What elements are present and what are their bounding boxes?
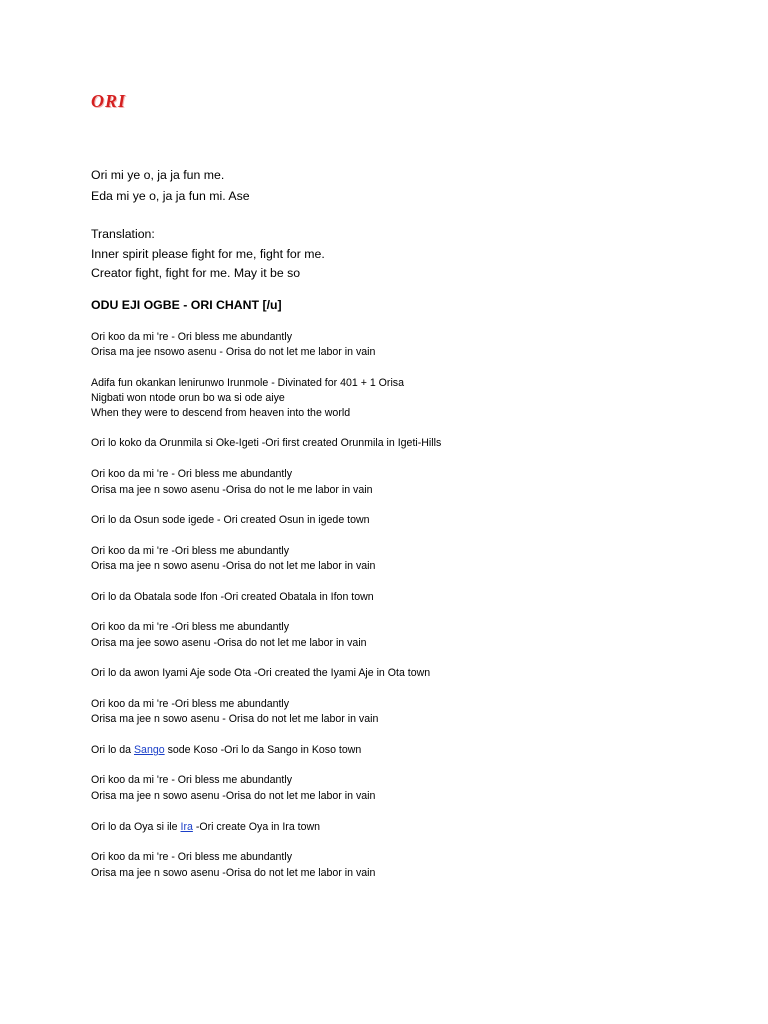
verse-text: Ori lo da — [91, 744, 134, 756]
verse-line: When they were to descend from heaven into the world — [91, 407, 351, 419]
translation-line-1: Inner spirit please fight for me, fight for me. — [91, 247, 325, 261]
verse-line: Orisa ma jee sowo asenu -Orisa do not let me labor in vain — [91, 637, 367, 649]
verse-line: Ori koo da mi 're -Ori bless me abundantly — [91, 621, 290, 633]
verse-line-sango — [91, 744, 361, 756]
verse-line: Ori koo da mi 're - Ori bless me abundantly — [91, 331, 293, 343]
verse-line: Orisa ma jee n sowo asenu -Orisa do not let me labor in vain — [91, 867, 376, 879]
verse-text: Ori lo da Oya si ile — [91, 821, 181, 833]
verse-line: Ori lo da Obatala sode Ifon -Ori created Obatala in Ifon town — [91, 591, 374, 603]
verse-line-ira — [91, 821, 320, 833]
verse-line: Ori koo da mi 're - Ori bless me abundantly — [91, 774, 293, 786]
verse-line: Adifa fun okankan lenirunwo Irunmole - Divinated for 401 + 1 Orisa — [91, 377, 404, 389]
verse-line: Orisa ma jee nsowo asenu - Orisa do not let me labor in vain — [91, 346, 376, 358]
ira-link[interactable]: Ira — [180, 821, 193, 833]
verse-line: Ori koo da mi 're -Ori bless me abundantly — [91, 698, 290, 710]
verse-line: Orisa ma jee n sowo asenu -Orisa do not let me labor in vain — [91, 560, 376, 572]
document-title: ORI — [91, 91, 127, 111]
verse-line: Ori lo da awon Iyami Aje sode Ota -Ori created the Iyami Aje in Ota town — [91, 667, 431, 679]
verse-line: Orisa ma jee n sowo asenu -Orisa do not let me labor in vain — [91, 790, 376, 802]
verse-line: Ori koo da mi 're - Ori bless me abundantly — [91, 468, 293, 480]
translation-label: Translation: — [91, 227, 155, 241]
verse-text: -Ori create Oya in Ira town — [192, 821, 321, 833]
verse-text: sode Koso -Ori lo da Sango in Koso town — [164, 744, 362, 756]
intro-line-2: Eda mi ye o, ja ja fun mi. Ase — [91, 189, 250, 203]
translation-line-2: Creator fight, fight for me. May it be so — [91, 266, 301, 280]
chant-heading: ODU EJI OGBE - ORI CHANT [/u] — [91, 298, 282, 312]
verse-line: Ori koo da mi 're -Ori bless me abundantly — [91, 545, 290, 557]
intro-line-1: Ori mi ye o, ja ja fun me. — [91, 168, 225, 182]
verse-line: Orisa ma jee n sowo asenu -Orisa do not le me labor in vain — [91, 484, 373, 496]
verse-line: Ori lo koko da Orunmila si Oke-Igeti -Ori first created Orunmila in Igeti-Hills — [91, 437, 442, 449]
verse-line: Orisa ma jee n sowo asenu - Orisa do not let me labor in vain — [91, 713, 379, 725]
sango-link[interactable]: Sango — [133, 744, 165, 756]
verse-line: Nigbati won ntode orun bo wa si ode aiye — [91, 392, 285, 404]
verse-line: Ori koo da mi 're - Ori bless me abundantly — [91, 851, 293, 863]
verse-line: Ori lo da Osun sode igede - Ori created Osun in igede town — [91, 514, 370, 526]
